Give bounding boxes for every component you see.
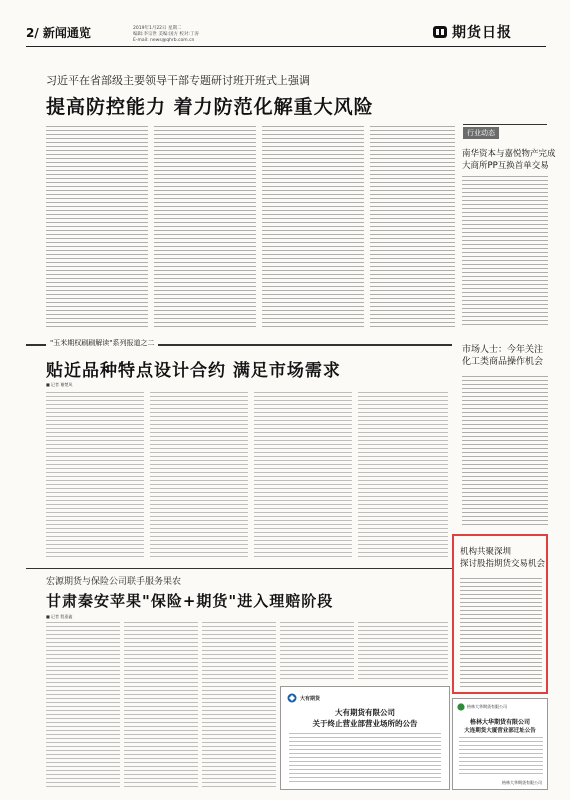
sidebar-item3-title-line1: 机构共聚深圳 — [460, 547, 512, 557]
page-number — [26, 24, 91, 41]
sidebar-item2-body — [462, 376, 548, 526]
ad1-title: 关于终止营业部营业场所的公告 — [312, 719, 418, 728]
story3-column-4 — [280, 622, 354, 682]
sidebar-item1-body — [462, 176, 548, 328]
ad-notice-1 — [280, 686, 450, 790]
sidebar-tag: 行业动态 — [463, 127, 499, 139]
story3-top-rule — [26, 568, 452, 569]
highlighted-article — [452, 534, 548, 694]
series-byline: ■ 记者 谢楚风 — [46, 382, 73, 387]
lead-headline: 提高防控能力 着力防范化解重大风险 — [46, 96, 374, 118]
story3-byline: ■ 记者 程嘉鑫 — [46, 614, 73, 619]
email-line: E-mail: news@qhrb.com.cn — [133, 38, 195, 43]
story3-column-5 — [358, 622, 448, 682]
story3-column-1 — [46, 622, 120, 790]
series-banner: "玉米期权刷刷解读"系列报道之二 — [46, 338, 158, 348]
lead-column-4 — [370, 126, 455, 328]
ad1-body — [289, 733, 441, 783]
date-line: 2019年1月22日 星期二 — [133, 26, 182, 31]
ad2-logo — [457, 703, 507, 711]
lead-column-1 — [46, 126, 148, 328]
section-name: 新闻通览 — [42, 26, 91, 40]
sidebar-item3-title-line2: 探讨股指期货交易机会 — [460, 559, 546, 569]
sidebar-item1-title — [462, 148, 556, 172]
ad1-company: 大有期货有限公司 — [335, 708, 395, 717]
sidebar-item2-title-line1: 市场人士：今年关注 — [462, 345, 544, 355]
series-column-3 — [254, 392, 352, 560]
ad1-logo-text: 大有期货 — [300, 695, 321, 702]
story3-kicker: 宏源期货与保险公司联手服务果农 — [46, 577, 182, 587]
ad-notice-2 — [452, 698, 548, 790]
sidebar-item3-body — [460, 578, 542, 688]
series-column-2 — [150, 392, 248, 560]
sidebar-item2-title — [462, 344, 550, 368]
lead-kicker: 习近平在省部级主要领导干部专题研讨班开班式上强调 — [46, 74, 310, 87]
sidebar-item1-title-line1: 南华资本与嘉悦物产完成 — [462, 149, 556, 159]
ad1-logo — [287, 693, 320, 703]
ad2-company: 格林大华期货有限公司 — [469, 719, 530, 726]
page-number-text: 2/ — [26, 26, 39, 40]
story3-column-2 — [124, 622, 198, 790]
header-meta — [133, 26, 199, 44]
brand-name: 期货日报 — [452, 25, 512, 41]
sidebar-item1-title-line2: 大商所PP互换首单交易 — [462, 161, 549, 171]
ad2-logo-text: 格林大华期货有限公司 — [467, 704, 507, 709]
brand-logo-icon — [432, 25, 448, 39]
ad2-body — [459, 737, 543, 777]
series-column-4 — [358, 392, 448, 560]
story3-column-3 — [202, 622, 276, 790]
sidebar-rule — [463, 124, 547, 125]
ad2-title: 大连期货大厦营业部迁址公告 — [464, 728, 536, 734]
editor-line: 编辑:李宗世 美编:国方 校对:丁涛 — [133, 32, 199, 37]
series-column-1 — [46, 392, 144, 560]
series-headline: 贴近品种特点设计合约 满足市场需求 — [46, 361, 341, 381]
ad2-logo-icon — [457, 703, 465, 711]
header-rule — [26, 46, 546, 47]
lead-column-3 — [262, 126, 364, 328]
sidebar-item3-title — [460, 546, 545, 570]
ad2-signoff: 格林大华期货有限公司 — [502, 780, 542, 785]
masthead-brand — [432, 22, 512, 42]
sidebar-item2-title-line2: 化工类商品操作机会 — [462, 357, 544, 367]
story3-headline: 甘肃秦安苹果"保险+期货"进入理赔阶段 — [46, 592, 334, 610]
lead-column-2 — [154, 126, 256, 328]
ad1-logo-icon — [287, 693, 297, 703]
